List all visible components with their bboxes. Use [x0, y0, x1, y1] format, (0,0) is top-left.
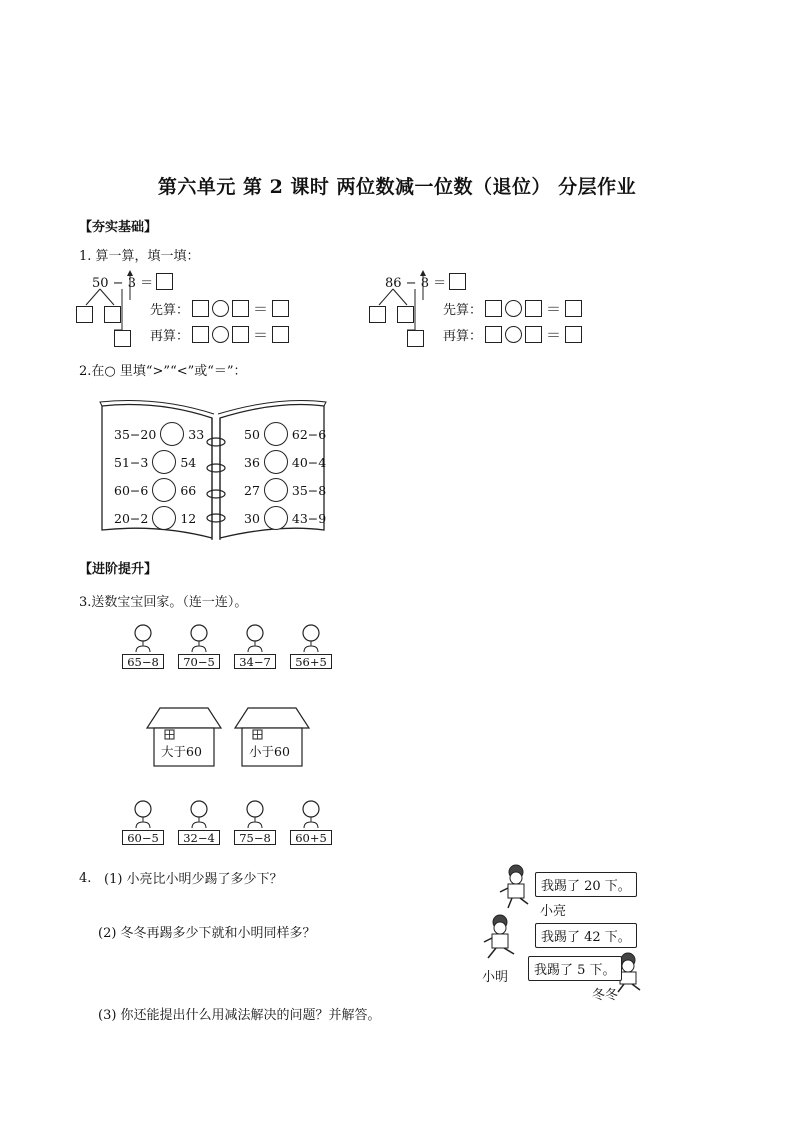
- operator-circle[interactable]: [505, 326, 522, 343]
- kid-name-3: 冬冬: [592, 988, 619, 1003]
- right-operand: 66: [180, 482, 197, 498]
- split-box-2[interactable]: [104, 306, 121, 323]
- compare-circle[interactable]: [152, 450, 176, 474]
- q4-sub1: (1) 小亮比小明少踢了多少下？: [104, 872, 283, 887]
- q4-sub3: (3) 你还能提出什么用减法解决的问题？并解答。: [98, 1008, 381, 1023]
- equals-sign: ＝: [546, 326, 562, 344]
- input-box[interactable]: [485, 300, 502, 317]
- baby-figure-icon: [286, 624, 336, 656]
- q4-sub2: (2) 冬冬再踢多少下就和小明同样多？: [98, 926, 316, 941]
- baby-figure-icon: [118, 624, 168, 656]
- result-box[interactable]: [114, 330, 131, 347]
- compare-item: [244, 478, 326, 502]
- compare-circle[interactable]: [264, 478, 288, 502]
- number-tag: 60+5: [290, 830, 332, 845]
- first-step-label: 先算：: [443, 303, 483, 318]
- split-box-2[interactable]: [397, 306, 414, 323]
- input-box[interactable]: [565, 326, 582, 343]
- right-operand: 12: [180, 510, 197, 526]
- first-step-label: 先算：: [150, 303, 190, 318]
- left-operand: 35−20: [114, 426, 157, 442]
- operator-circle[interactable]: [212, 326, 229, 343]
- equals-sign: ＝: [253, 326, 269, 344]
- q1-right-expr: 86 − 8 ＝: [385, 276, 447, 291]
- left-operand: 20−2: [114, 510, 149, 526]
- kid-name-1: 小亮: [540, 904, 567, 919]
- baby-figure-icon: [230, 800, 280, 832]
- q1-right-first-row: [443, 298, 582, 319]
- house-less-60[interactable]: [234, 706, 310, 768]
- section-basic-heading: 【夯实基础】: [79, 220, 158, 235]
- q3-label: 3.送数宝宝回家。（连一连）。: [79, 595, 248, 610]
- speech-bubble-1: 我踢了 20 下。: [535, 872, 637, 897]
- compare-item: [114, 422, 204, 446]
- compare-circle[interactable]: [264, 506, 288, 530]
- equals-sign: ＝: [546, 300, 562, 318]
- kids-illustration: [478, 862, 648, 1002]
- operator-circle[interactable]: [505, 300, 522, 317]
- right-operand: 35−8: [291, 482, 327, 498]
- right-operand: 40−4: [291, 454, 327, 470]
- compare-item: [114, 506, 196, 530]
- house-label: 小于60: [249, 744, 290, 759]
- q4-number: 4.: [79, 871, 92, 886]
- house-label: 大于60: [161, 744, 202, 759]
- baby-figure-icon: [286, 800, 336, 832]
- compare-item: [244, 506, 326, 530]
- input-box[interactable]: [525, 300, 542, 317]
- split-box-1[interactable]: [76, 306, 93, 323]
- compare-circle[interactable]: [160, 422, 184, 446]
- input-box[interactable]: [192, 326, 209, 343]
- q1-right-block: [369, 270, 609, 350]
- operator-circle[interactable]: [212, 300, 229, 317]
- compare-circle[interactable]: [264, 450, 288, 474]
- right-operand: 54: [180, 454, 197, 470]
- baby-figure-icon: [230, 624, 280, 656]
- compare-item: [114, 478, 196, 502]
- input-box[interactable]: [232, 326, 249, 343]
- house-greater-60[interactable]: [146, 706, 222, 768]
- input-box[interactable]: [192, 300, 209, 317]
- left-operand: 30: [244, 510, 260, 526]
- compare-item: [114, 450, 196, 474]
- right-operand: 62−6: [291, 426, 327, 442]
- q1-left-expr: 50 − 3 ＝: [92, 276, 154, 291]
- compare-circle[interactable]: [152, 506, 176, 530]
- input-box[interactable]: [272, 326, 289, 343]
- book-illustration: [98, 398, 428, 543]
- q1-right-then-row: [443, 324, 582, 345]
- number-tag: 32−4: [178, 830, 220, 845]
- q1-left-first-row: [150, 298, 289, 319]
- right-operand: 33: [188, 426, 205, 442]
- compare-item: [244, 422, 326, 446]
- section-advanced-heading: 【进阶提升】: [79, 562, 158, 577]
- kid-name-2: 小明: [482, 970, 509, 985]
- number-tag: 60−5: [122, 830, 164, 845]
- right-operand: 43−9: [291, 510, 327, 526]
- baby-figure-icon: [174, 800, 224, 832]
- q1-left-then-row: [150, 324, 289, 345]
- speech-bubble-2: 我踢了 42 下。: [535, 923, 637, 948]
- number-tag: 56+5: [290, 654, 332, 669]
- split-box-1[interactable]: [369, 306, 386, 323]
- input-box[interactable]: [272, 300, 289, 317]
- input-box[interactable]: [232, 300, 249, 317]
- result-box[interactable]: [407, 330, 424, 347]
- then-step-label: 再算：: [443, 329, 483, 344]
- baby-figure-icon: [174, 624, 224, 656]
- left-operand: 27: [244, 482, 260, 498]
- number-tag: 75−8: [234, 830, 276, 845]
- input-box[interactable]: [565, 300, 582, 317]
- equals-sign: ＝: [253, 300, 269, 318]
- left-operand: 60−6: [114, 482, 149, 498]
- page-title: 第六单元 第 2 课时 两位数减一位数（退位） 分层作业: [157, 176, 637, 198]
- q1-label: 1. 算一算，填一填：: [79, 249, 200, 264]
- number-tag: 65−8: [122, 654, 164, 669]
- left-operand: 51−3: [114, 454, 149, 470]
- q2-label: 2.在○ 里填“>”“<”或“＝”：: [79, 364, 247, 379]
- left-operand: 50: [244, 426, 260, 442]
- then-step-label: 再算：: [150, 329, 190, 344]
- number-tag: 70−5: [178, 654, 220, 669]
- left-operand: 36: [244, 454, 260, 470]
- compare-item: [244, 450, 326, 474]
- number-tag: 34−7: [234, 654, 276, 669]
- compare-circle[interactable]: [152, 478, 176, 502]
- q1-left-block: [76, 270, 316, 350]
- input-box[interactable]: [485, 326, 502, 343]
- compare-circle[interactable]: [264, 422, 288, 446]
- speech-bubble-3: 我踢了 5 下。: [528, 956, 622, 981]
- input-box[interactable]: [525, 326, 542, 343]
- baby-figure-icon: [118, 800, 168, 832]
